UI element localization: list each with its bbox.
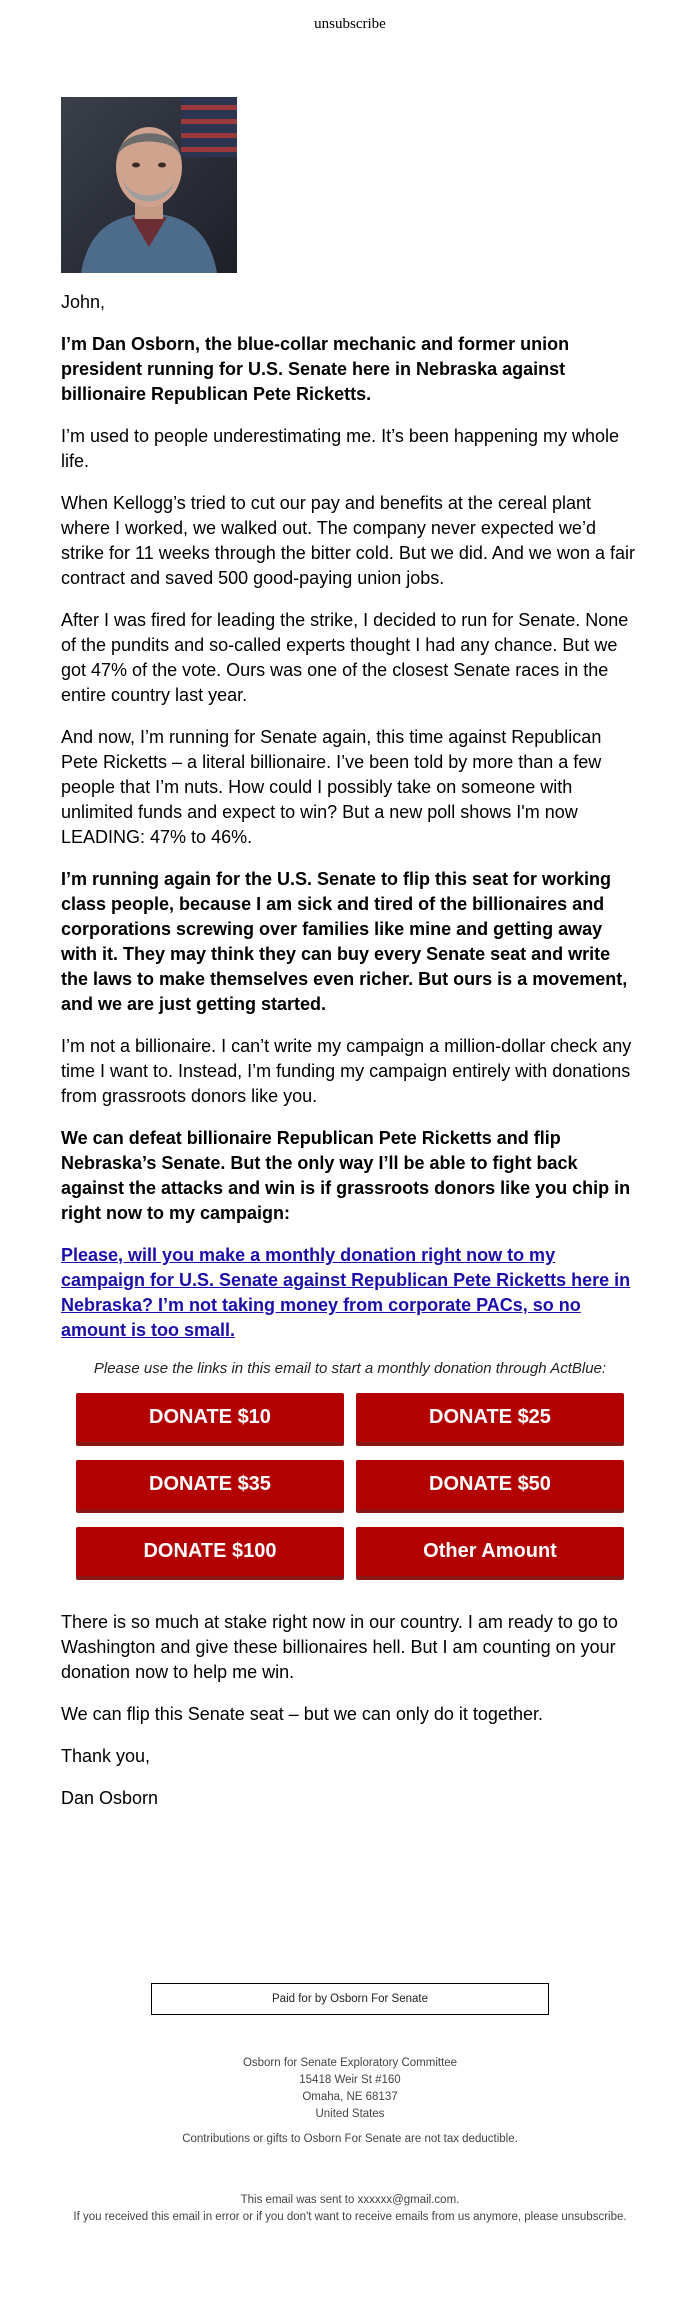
paragraph-first-run: After I was fired for leading the strike, I decided to run for Senate. None of the pundits and so-called experts thought I had any chance. But we got 47% of the vote. Ours was one of the closest Senate races in the entire country last year. [61,610,629,705]
paragraph-together: We can flip this Senate seat – but we can only do it together. [61,1704,543,1724]
paragraph-flip-seat: I’m running again for the U.S. Senate to flip this seat for working class people, because I am sick and tired of the billionaires and corporations screwing over families like mine and getting away with it. They may think they can buy every Senate seat and write the laws to make themselves even richer. But ours is a movement, and we are just getting started. [61,869,628,1014]
closing: Thank you, [61,1746,151,1766]
footer-country: United States [315,2108,385,2120]
donate-100-button[interactable]: DONATE $100 [76,1527,344,1580]
signature: Dan Osborn [61,1788,159,1808]
greeting: John, [61,292,106,312]
donate-50-button[interactable]: DONATE $50 [356,1460,624,1513]
paragraph-not-billionaire: I’m not a billionaire. I can’t write my campaign a million-dollar check any time I want to. Instead, I’m funding my campaign entirely with donations from grassroots donors like you. [61,1036,632,1106]
paragraph-running-again: And now, I’m running for Senate again, this time against Republican Pete Ricketts – a literal billionaire. I’ve been told by more than a few people that I’m nuts. How could I possibly take on someone with unlimited funds and expect to win? But a new poll shows I'm now LEADING: 47% to 46%. [61,727,602,847]
footer-sent-to: This email was sent to xxxxxx@gmail.com. [240,2194,460,2206]
monthly-donation-link[interactable]: Please, will you make a monthly donation right now to my campaign for U.S. Senate against Republican Pete Ricketts here in Nebraska? I’m not taking money from corporate PACs, so no amount is too small. [61,1245,631,1340]
intro-paragraph: I’m Dan Osborn, the blue-collar mechanic and former union president running for U.S. Senate here in Nebraska against billionaire Republican Pete Ricketts. [61,334,570,404]
paragraph-kelloggs-strike: When Kellogg’s tried to cut our pay and benefits at the cereal plant where I worked, we walked out. The company never expected we’d strike for 11 weeks through the bitter cold. But we did. And we won a fair contract and saved 500 good-paying union jobs. [61,493,635,588]
footer-street: 15418 Weir St #160 [299,2074,401,2086]
paragraph-stakes: There is so much at stake right now in our country. I am ready to go to Washington and give these billionaires hell. But I am counting on your donation now to help me win. [61,1612,618,1682]
footer-tax-note: Contributions or gifts to Osborn For Senate are not tax deductible. [182,2133,518,2145]
actblue-note: Please use the links in this email to start a monthly donation through ActBlue: [93,1360,607,1377]
email-body [61,97,639,1828]
footer-recipient-notice [0,2192,700,2226]
other-amount-button[interactable]: Other Amount [356,1527,624,1580]
donate-35-button[interactable]: DONATE $35 [76,1460,344,1513]
candidate-photo [61,97,237,273]
donation-button-grid [76,1393,639,1580]
paragraph-defeat-ricketts: We can defeat billionaire Republican Pete Ricketts and flip Nebraska’s Senate. But the only way I’ll be able to fight back against the attacks and win is if grassroots donors like you chip in right now to my campaign: [61,1128,631,1223]
unsubscribe-link[interactable]: unsubscribe [314,16,386,32]
paragraph-underestimated: I’m used to people underestimating me. It’s been happening my whole life. [61,426,620,471]
footer-unsubscribe-notice[interactable]: If you received this email in error or if you don't want to receive emails from us anymore, please unsubscribe. [73,2211,627,2223]
footer-address [0,2055,700,2123]
donate-10-button[interactable]: DONATE $10 [76,1393,344,1446]
footer-city: Omaha, NE 68137 [302,2091,398,2103]
donate-25-button[interactable]: DONATE $25 [356,1393,624,1446]
paid-for-disclaimer: Paid for by Osborn For Senate [151,1983,549,2015]
footer-org: Osborn for Senate Exploratory Committee [242,2057,458,2069]
